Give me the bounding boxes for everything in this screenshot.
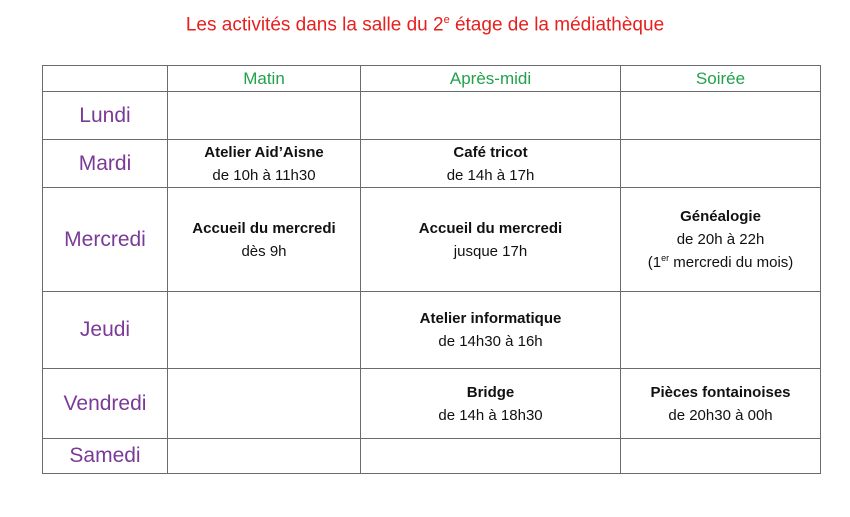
cell-apres-midi	[361, 369, 621, 439]
activity-name: Accueil du mercredi	[192, 219, 336, 237]
table-row	[43, 188, 821, 292]
cell-apres-midi	[361, 439, 621, 474]
activity-time: de 14h à 18h30	[438, 406, 543, 424]
table-row	[43, 369, 821, 439]
day-label: Mercredi	[43, 188, 168, 292]
cell-soiree	[621, 439, 821, 474]
day-label: Samedi	[43, 439, 168, 474]
cell-apres-midi	[361, 188, 621, 292]
activity-note	[621, 251, 820, 274]
activity-time: de 14h30 à 16h	[438, 333, 543, 350]
activity-time: de 20h à 22h	[676, 231, 765, 248]
activity-name: Atelier Aid’Aisne	[204, 143, 324, 161]
cell-matin	[168, 140, 361, 188]
table-row	[43, 439, 821, 474]
table-row	[43, 92, 821, 140]
day-label: Lundi	[43, 92, 168, 140]
schedule-table	[42, 65, 821, 474]
cell-matin	[168, 439, 361, 474]
cell-soiree	[621, 92, 821, 140]
header-matin: Matin	[168, 66, 361, 92]
cell-soiree	[621, 292, 821, 369]
note-text-end: mercredi du mois)	[669, 254, 794, 271]
activity-name: Généalogie	[680, 208, 761, 225]
table-row	[43, 140, 821, 188]
cell-soiree	[621, 188, 821, 292]
cell-apres-midi	[361, 92, 621, 140]
cell-apres-midi	[361, 292, 621, 369]
header-corner	[43, 66, 168, 92]
activity-time: de 20h30 à 00h	[668, 406, 773, 424]
title-text-end: étage de la médiathèque	[449, 14, 665, 36]
note-text: (1	[647, 254, 662, 271]
activity-name: Café tricot	[453, 143, 528, 161]
activity-time: de 14h à 17h	[446, 166, 535, 184]
day-label: Mardi	[43, 140, 168, 188]
cell-soiree	[621, 140, 821, 188]
header-apres-midi: Après-midi	[361, 66, 621, 92]
cell-soiree	[621, 369, 821, 439]
cell-matin	[168, 188, 361, 292]
cell-matin	[168, 292, 361, 369]
day-label: Vendredi	[43, 369, 168, 439]
activity-name: Pièces fontainoises	[650, 383, 791, 401]
activity-name: Bridge	[466, 383, 515, 401]
activity-time: jusque 17h	[453, 242, 528, 260]
title-superscript: e	[443, 14, 450, 26]
activity-time: dès 9h	[241, 242, 287, 260]
header-row	[43, 66, 821, 92]
page-title	[0, 14, 850, 36]
day-label: Jeudi	[43, 292, 168, 369]
header-soiree: Soirée	[621, 66, 821, 92]
table-row	[43, 292, 821, 369]
activity-name: Accueil du mercredi	[418, 219, 563, 237]
activity-name: Atelier informatique	[419, 310, 562, 327]
title-text: Les activités dans la salle du 2	[185, 14, 444, 36]
activity-time: de 10h à 11h30	[212, 166, 316, 184]
note-superscript: er	[661, 253, 670, 263]
cell-matin	[168, 369, 361, 439]
cell-matin	[168, 92, 361, 140]
cell-apres-midi	[361, 140, 621, 188]
